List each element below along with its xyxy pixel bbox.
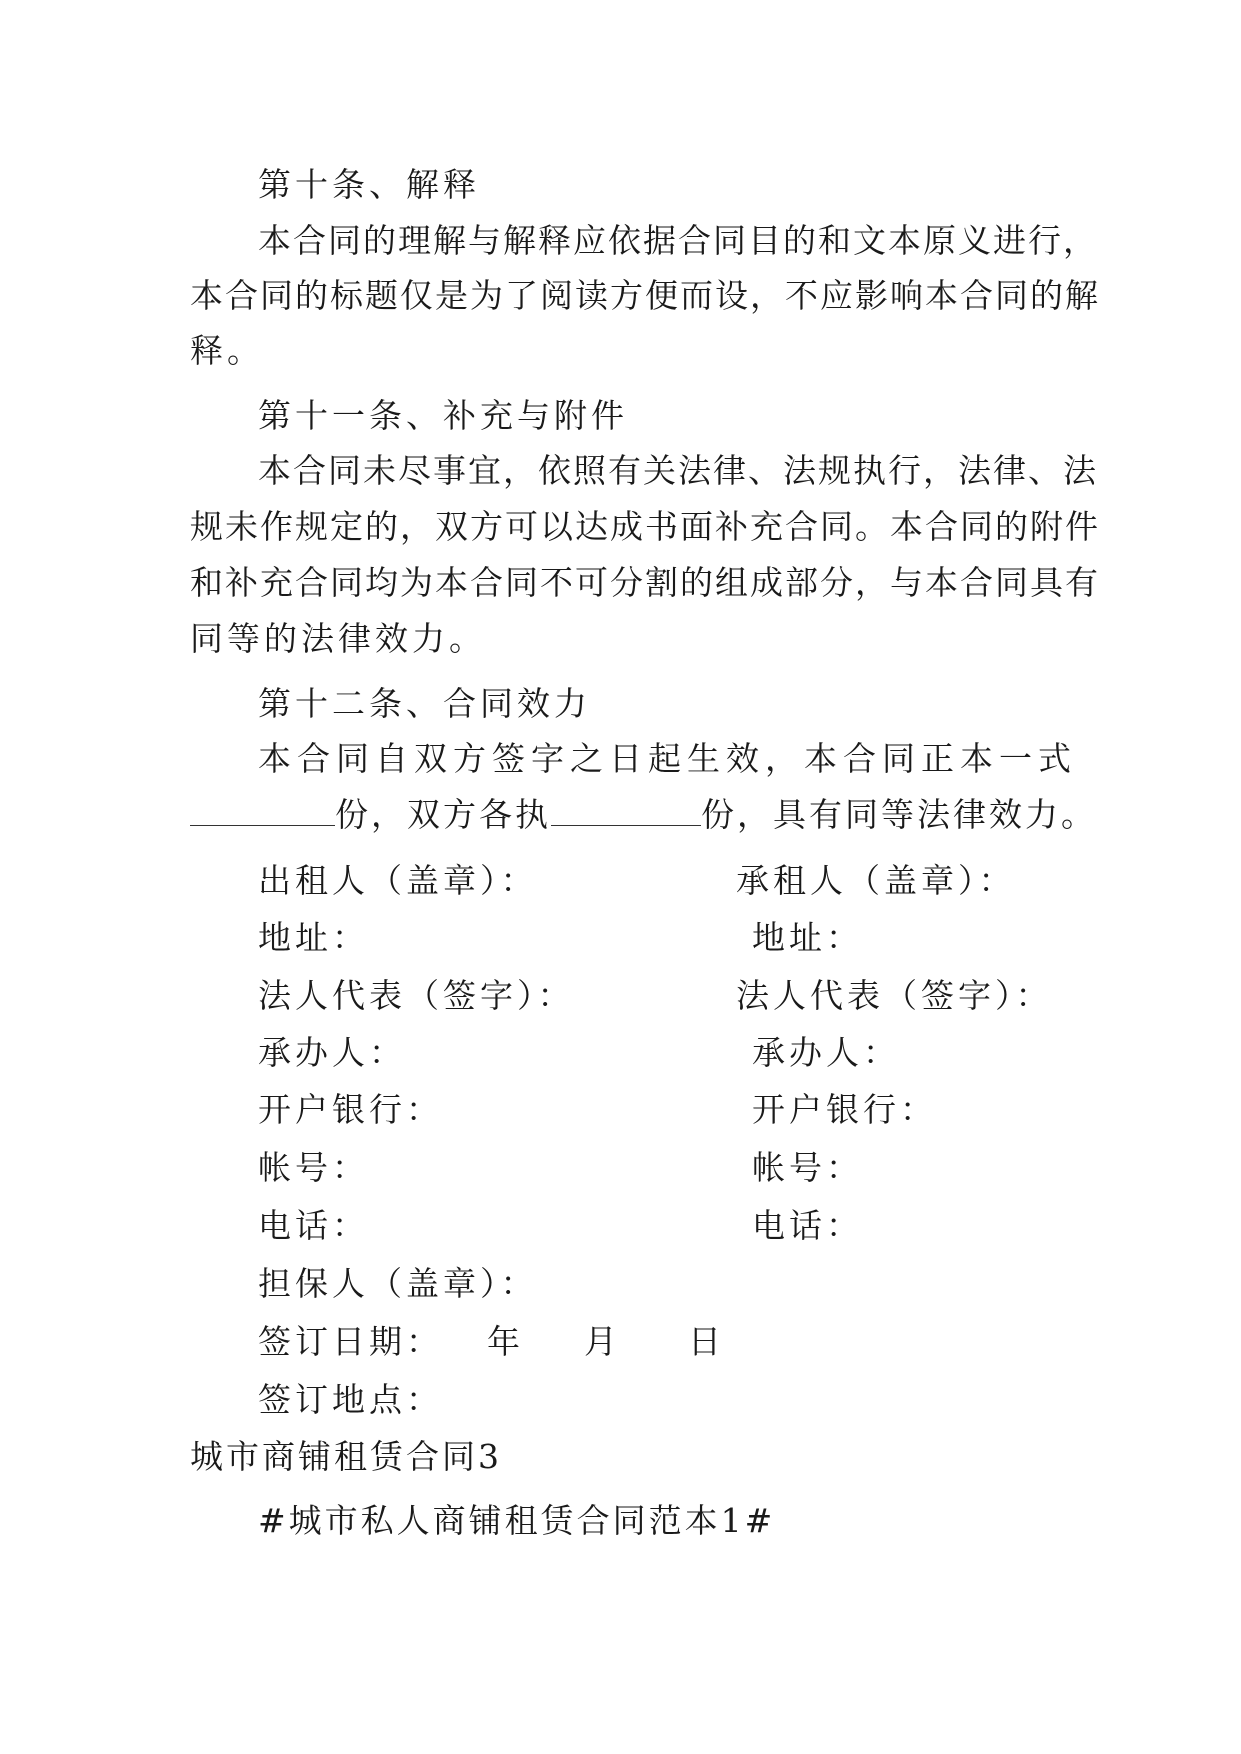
lessee-bank-label: 开户银行： <box>752 1090 937 1129</box>
sign-date-month: 月 <box>584 1322 617 1361</box>
article-12-text-b: 份，具有同等法律效力。 <box>701 795 1097 834</box>
article-12-heading: 第十二条、合同效力 <box>258 684 591 723</box>
lessee-phone-label: 电话： <box>752 1206 863 1245</box>
article-12-line-2 <box>190 795 1097 835</box>
article-11-line-1: 本合同未尽事宜，依照有关法律、法规执行，法律、法 <box>258 451 1098 490</box>
next-contract-title: 城市商铺租赁合同3 <box>190 1437 502 1476</box>
lessee-account-label: 帐号： <box>752 1148 863 1187</box>
article-10-line-3: 释。 <box>190 331 264 370</box>
article-12-line-1: 本合同自双方签字之日起生效，本合同正本一式 <box>258 739 1077 778</box>
lessor-account-label: 帐号： <box>258 1148 369 1187</box>
sign-date-label: 签订日期： <box>258 1322 443 1361</box>
lessee-legal-rep-label: 法人代表（签字）： <box>736 976 1053 1015</box>
lessor-agent-label: 承办人： <box>258 1033 406 1072</box>
next-contract-subtitle: #城市私人商铺租赁合同范本1# <box>258 1501 776 1540</box>
lessor-address-label: 地址： <box>258 918 369 957</box>
sign-date-year: 年 <box>487 1322 520 1361</box>
lessee-seal-label: 承租人（盖章）： <box>736 861 1016 900</box>
copies-each-blank[interactable] <box>551 795 701 826</box>
lessor-phone-label: 电话： <box>258 1206 369 1245</box>
sign-place-label: 签订地点： <box>258 1380 443 1419</box>
lessee-address-label: 地址： <box>752 918 863 957</box>
lessor-legal-rep-label: 法人代表（签字）： <box>258 976 575 1015</box>
lessor-seal-label: 出租人（盖章）： <box>258 861 538 900</box>
article-11-heading: 第十一条、补充与附件 <box>258 396 628 435</box>
article-11-line-3: 和补充合同均为本合同不可分割的组成部分，与本合同具有 <box>190 563 1100 602</box>
lessor-bank-label: 开户银行： <box>258 1090 443 1129</box>
article-10-line-2: 本合同的标题仅是为了阅读方便而设，不应影响本合同的解 <box>190 276 1100 315</box>
article-10-heading: 第十条、解释 <box>258 165 480 204</box>
article-12-text-a: 份，双方各执 <box>335 795 551 834</box>
article-10-line-1: 本合同的理解与解释应依据合同目的和文本原义进行， <box>258 221 1098 260</box>
guarantor-seal-label: 担保人（盖章）： <box>258 1264 538 1303</box>
article-11-line-4: 同等的法律效力。 <box>190 619 486 658</box>
lessee-agent-label: 承办人： <box>752 1033 900 1072</box>
article-11-line-2: 规未作规定的，双方可以达成书面补充合同。本合同的附件 <box>190 507 1100 546</box>
copies-total-blank[interactable] <box>190 795 335 826</box>
sign-date-day: 日 <box>688 1322 721 1361</box>
